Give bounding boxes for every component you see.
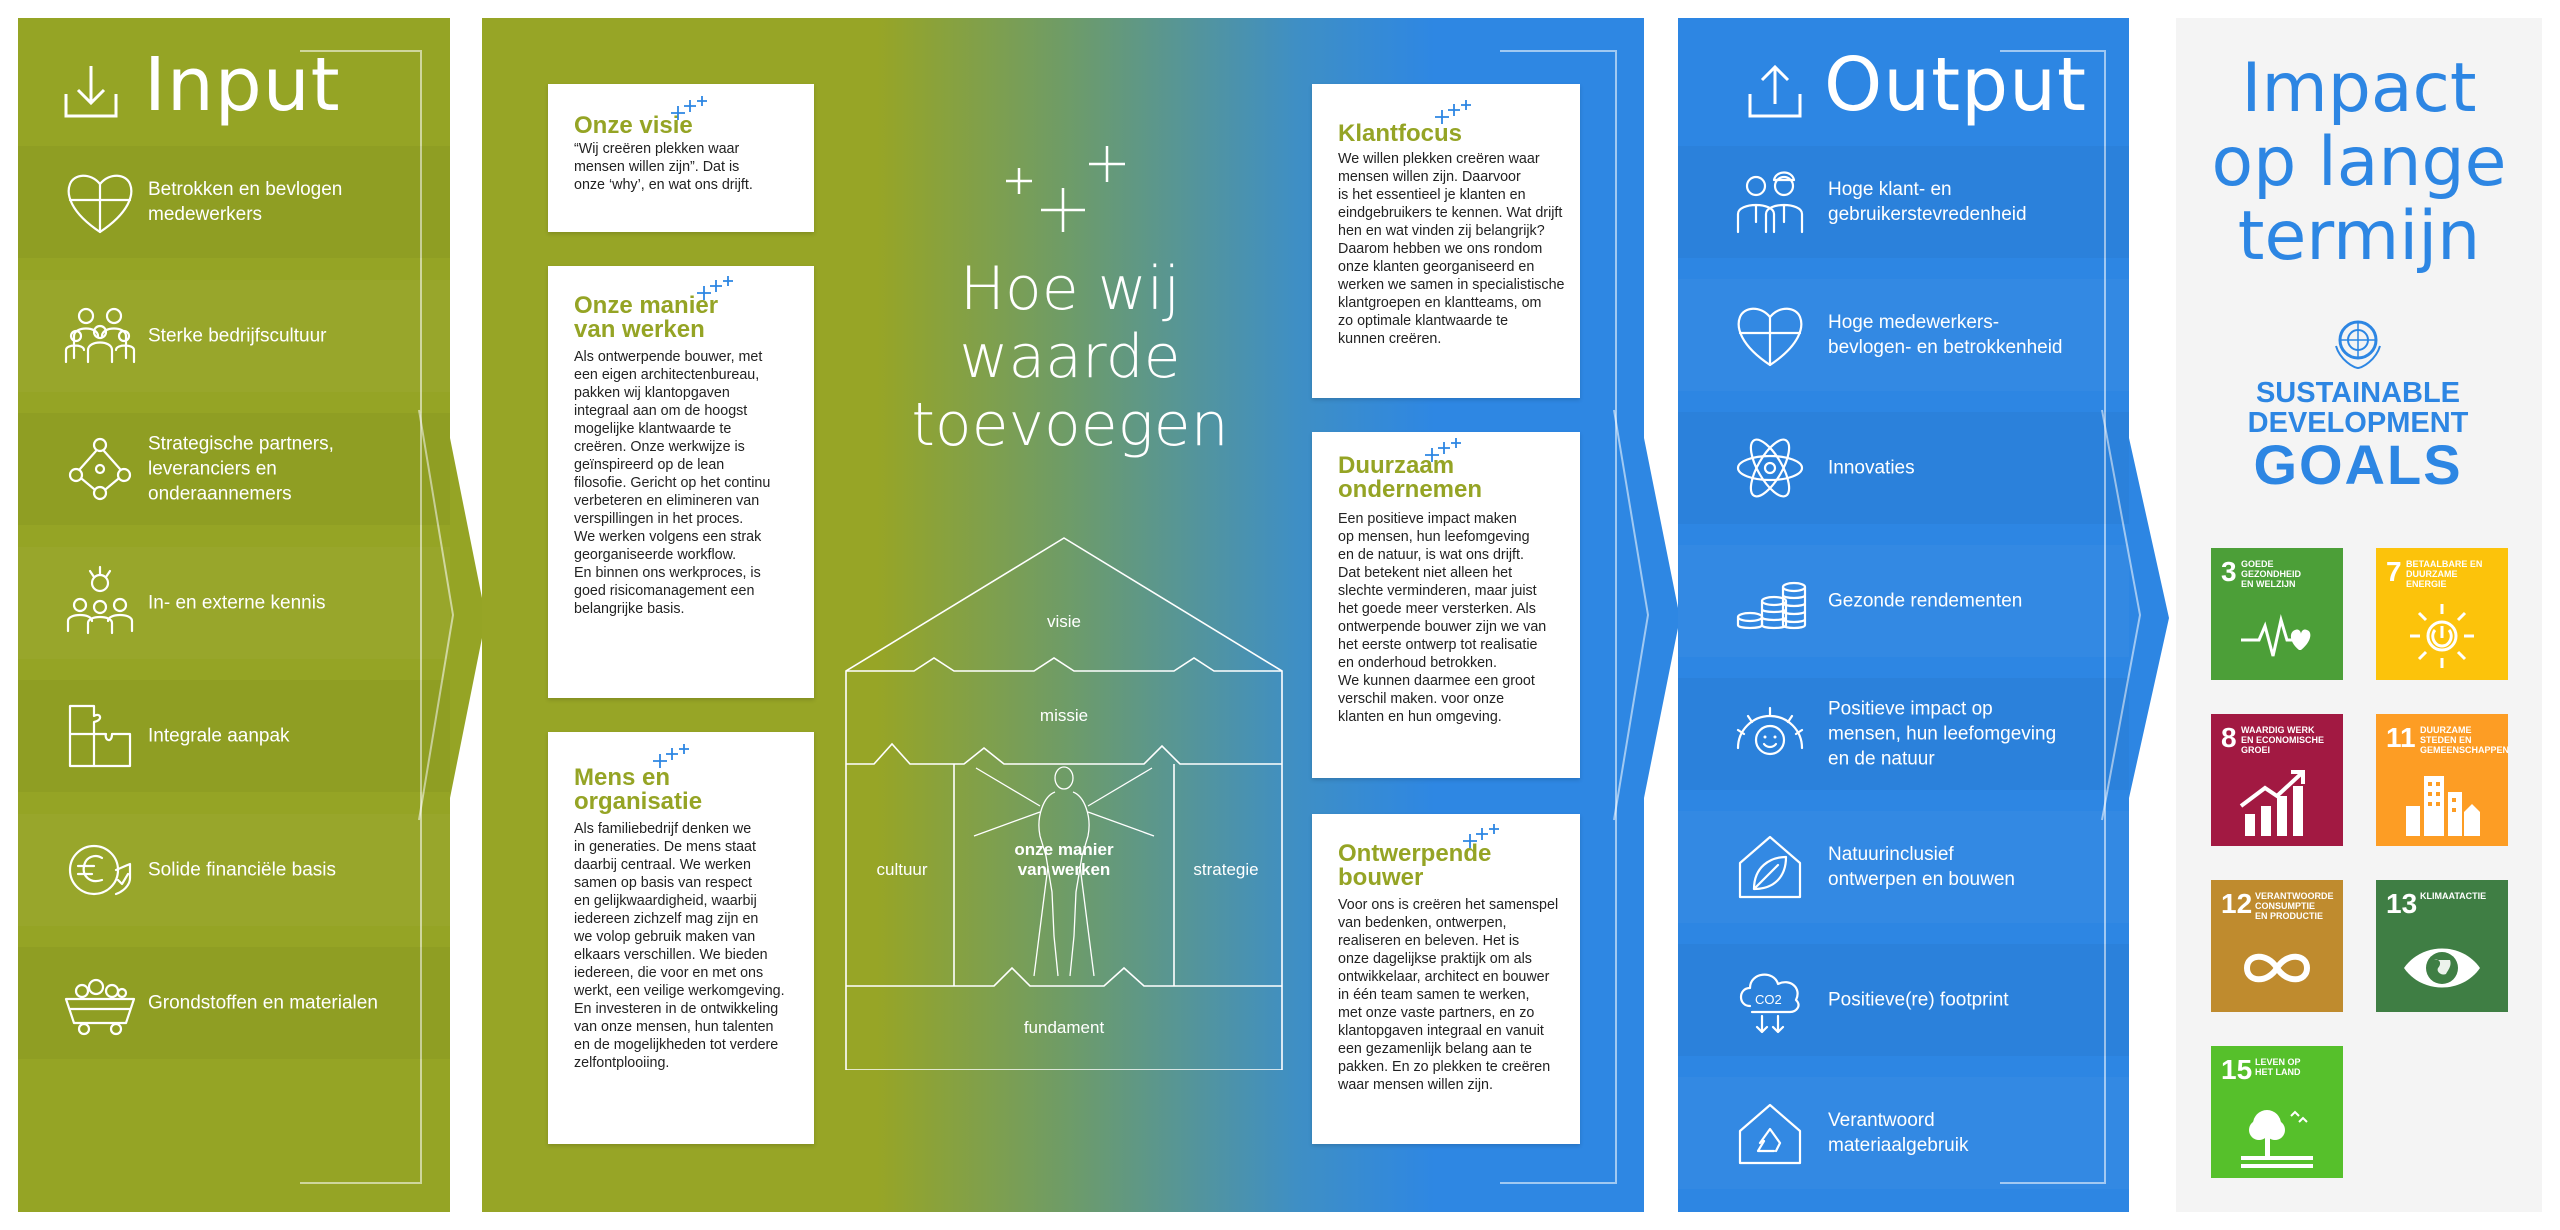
growth-chart-icon xyxy=(2237,766,2317,838)
input-item xyxy=(18,413,450,525)
city-icon xyxy=(2402,766,2482,838)
card-title: Ontwerpende bouwer xyxy=(1338,840,1492,891)
card-body: “Wij creëren plekken waar mensen willen zijn”. Dat is onze ‘why’, en wat ons drijft. xyxy=(574,141,753,193)
sdg-number: 8 xyxy=(2221,722,2237,753)
output-item-label: Gezonde rendementen xyxy=(1828,590,2023,612)
plus-cluster-icon xyxy=(995,140,1131,236)
sdg-label: GOEDE GEZONDHEID EN WELZIJN xyxy=(2241,559,2302,589)
sparkle-plus-icon xyxy=(652,742,692,772)
output-item xyxy=(1678,678,2129,790)
sdg-label: LEVEN OP HET LAND xyxy=(2255,1057,2301,1077)
card-title: Mens en organisatie xyxy=(574,764,703,815)
heartbeat-icon xyxy=(2237,600,2317,672)
card-body: Een positieve impact maken op mensen, hun leefomgeving en de natuur, is wat ons drijft. Dat betekent niet alleen het slechte verminderen, maar juist het goede meer versterken. Als ontwerpende bouwer zijn we van het eerste ontwerp tot realisatie en onderhoud betrokken. We kunnen daarmee een groot verschil maken. voor onze klanten en hun omgeving. xyxy=(1338,511,1547,725)
output-item-label: Natuurinclusief ontwerpen en bouwen xyxy=(1828,844,2015,890)
house-visie-label: visie xyxy=(1046,612,1081,631)
card-duurzaam-ondernemen xyxy=(1312,432,1580,778)
recycle-house-icon xyxy=(1730,1093,1810,1173)
input-item-label: In- en externe kennis xyxy=(148,592,326,613)
house-fundament-label: fundament xyxy=(1023,1018,1105,1037)
sdg-number: 7 xyxy=(2386,556,2402,587)
sun-power-icon xyxy=(2402,600,2482,672)
output-item xyxy=(1678,545,2129,657)
sdg-number: 11 xyxy=(2386,722,2416,753)
output-item-label: Innovaties xyxy=(1828,457,1915,479)
house-strategie-label: strategie xyxy=(1193,860,1259,879)
network-people-icon xyxy=(60,429,140,509)
output-item xyxy=(1678,412,2129,524)
puzzle-icon xyxy=(60,696,140,776)
sdg-tile-13 xyxy=(2376,880,2508,1012)
leaf-house-icon xyxy=(1730,827,1810,907)
card-onze-manier-van-werken xyxy=(548,266,814,698)
tree-icon xyxy=(2237,1098,2317,1170)
card-title: Duurzaam ondernemen xyxy=(1338,452,1483,503)
card-title: Onze visie xyxy=(574,112,693,139)
input-item xyxy=(18,680,450,792)
sdg-tile-8 xyxy=(2211,714,2343,846)
output-item-label: Hoge klant- en gebruikerstevredenheid xyxy=(1828,179,2027,225)
output-item-label: Positieve impact op mensen, hun leefomgeving en de natuur xyxy=(1828,698,2057,770)
sdg-tile-11 xyxy=(2376,714,2508,846)
atom-icon xyxy=(1730,428,1810,508)
input-item xyxy=(18,146,450,258)
input-item-label: Sterke bedrijfscultuur xyxy=(148,325,327,346)
sparkle-plus-icon xyxy=(1424,436,1464,466)
face-gauge-icon xyxy=(1730,694,1810,774)
output-item xyxy=(1678,811,2129,923)
sdg-number: 12 xyxy=(2221,888,2253,919)
sparkle-plus-icon xyxy=(1462,822,1502,852)
input-item xyxy=(18,814,450,926)
sdg-number: 15 xyxy=(2221,1054,2253,1085)
sdg-logo-line-3: GOALS xyxy=(2253,433,2463,496)
house-missie-label: missie xyxy=(1039,706,1089,725)
input-item-label: Grondstoffen en materialen xyxy=(148,992,378,1014)
card-title: Klantfocus xyxy=(1338,120,1463,147)
output-item xyxy=(1678,944,2129,1056)
input-item-label: Solide financiële basis xyxy=(148,859,337,880)
impact-title: Impact op lange termijn xyxy=(2211,49,2507,276)
sdg-label: WAARDIG WERK EN ECONOMISCHE GROEI xyxy=(2241,725,2325,755)
sdg-number: 3 xyxy=(2221,556,2237,587)
input-item xyxy=(18,947,450,1059)
output-item-label: Hoge medewerkers- bevlogen- en betrokkenheid xyxy=(1828,312,2063,358)
sdg-logo-line-1: SUSTAINABLE xyxy=(2255,377,2461,409)
input-item-label: Integrale aanpak xyxy=(148,725,290,747)
input-item-label: Betrokken en bevlogen medewerkers xyxy=(148,179,343,225)
euro-shield-icon xyxy=(60,830,140,910)
output-item xyxy=(1678,1077,2129,1189)
output-item xyxy=(1678,279,2129,391)
sdg-label: BETAALBARE EN DUURZAME ENERGIE xyxy=(2406,559,2483,589)
sdg-logo xyxy=(2220,316,2496,496)
house-cultuur-label: cultuur xyxy=(876,860,928,879)
output-title: Output xyxy=(1824,42,2088,128)
heart-shield-icon xyxy=(60,162,140,242)
svg-text:CO2: CO2 xyxy=(1755,992,1782,1007)
sparkle-plus-icon xyxy=(1434,98,1474,128)
sdg-tile-7 xyxy=(2376,548,2508,680)
card-mens-en-organisatie xyxy=(548,732,814,1144)
sparkle-plus-icon xyxy=(670,94,710,124)
mine-cart-icon xyxy=(60,963,140,1043)
infinity-icon xyxy=(2237,932,2317,1004)
house-center-label: onze manier van werken xyxy=(1014,840,1114,879)
card-body: Als ontwerpende bouwer, met een eigen architectenbureau, pakken wij klantopgaven integraal aan om de hoogst mogelijke klantwaarde te creëren. Onze werkwijze is geïnspireerd op de lean filosofie. Gericht op het continu verbeteren en elimineren van verspillingen in het proces. We werken volgens een strak georganiseerde workflow. En binnen ons werkproces, is goed risicomanagement een belangrijke basis. xyxy=(574,349,771,617)
sdg-tile-12 xyxy=(2211,880,2343,1012)
output-item xyxy=(1678,146,2129,258)
heart-shield-icon xyxy=(1730,295,1810,375)
sparkle-plus-icon xyxy=(696,274,736,304)
output-item-label: Positieve(re) footprint xyxy=(1828,989,2009,1011)
card-ontwerpende-bouwer xyxy=(1312,814,1580,1144)
knowledge-people-icon xyxy=(60,563,140,643)
output-item-label: Verantwoord materiaalgebruik xyxy=(1828,1110,1969,1156)
un-emblem-icon xyxy=(2330,316,2386,372)
sdg-tile-3 xyxy=(2211,548,2343,680)
card-onze-visie xyxy=(548,84,814,232)
value-creation-title: Hoe wij waarde toevoegen xyxy=(911,254,1229,460)
sdg-logo-line-2: DEVELOPMENT xyxy=(2247,407,2469,439)
earth-eye-icon xyxy=(2402,932,2482,1004)
team-icon xyxy=(60,296,140,376)
input-item xyxy=(18,547,450,659)
value-frame-arrow xyxy=(1600,50,1680,1180)
sdg-label: KLIMAATACTIE xyxy=(2420,891,2487,901)
input-title: Input xyxy=(144,42,341,128)
card-body: Voor ons is creëren het samenspel van bedenken, ontwerpen, realiseren en beleven. Het is onze dagelijkse praktijk om als ontwikkelaar, architect en bouwer in één team samen te werken, met onze vaste partners, en zo klantopgaven integraal en vanuit een gezamenlijk belang aan te pakken. En zo plekken te creëren waar mensen willen zijn. xyxy=(1338,897,1559,1093)
customers-icon xyxy=(1730,162,1810,242)
input-item xyxy=(18,280,450,392)
sdg-number: 13 xyxy=(2386,888,2418,919)
coins-icon xyxy=(1730,561,1810,641)
upload-icon xyxy=(1746,60,1804,120)
sdg-label: VERANTWOORDE CONSUMPTIE EN PRODUCTIE xyxy=(2255,891,2334,921)
card-klantfocus xyxy=(1312,84,1580,398)
sdg-label: DUURZAME STEDEN EN GEMEENSCHAPPEN xyxy=(2420,725,2510,755)
card-body: We willen plekken creëren waar mensen willen zijn. Daarvoor is het essentieel je klanten en eindgebruikers te kennen. Wat drijft hen en wat vinden zij belangrijk? Daarom hebben we ons rondom onze klanten georganiseerd en werken we samen in specialistische klantgroepen en klantteams, om zo optimale klantwaarde te kunnen creëren. xyxy=(1338,151,1565,347)
input-item-label: Strategische partners, leveranciers en onderaannemers xyxy=(148,433,334,505)
card-body: Als familiebedrijf denken we in generaties. De mens staat daarbij centraal. We werken samen op basis van respect en gelijkwaardigheid, waarbij iedereen zichzelf mag zijn en we volop gebruik maken van elkaars verschillen. We bieden iedereen, die voor en met ons werkt, een veilige werkomgeving. En investeren in de ontwikkeling van onze mensen, hun talenten en de mogelijkheden tot verdere zelfontplooiing. xyxy=(574,821,785,1071)
co2-cloud-icon xyxy=(1730,960,1810,1040)
download-icon xyxy=(62,60,120,120)
sdg-tile-15 xyxy=(2211,1046,2343,1178)
card-title: Onze manier van werken xyxy=(574,292,719,343)
